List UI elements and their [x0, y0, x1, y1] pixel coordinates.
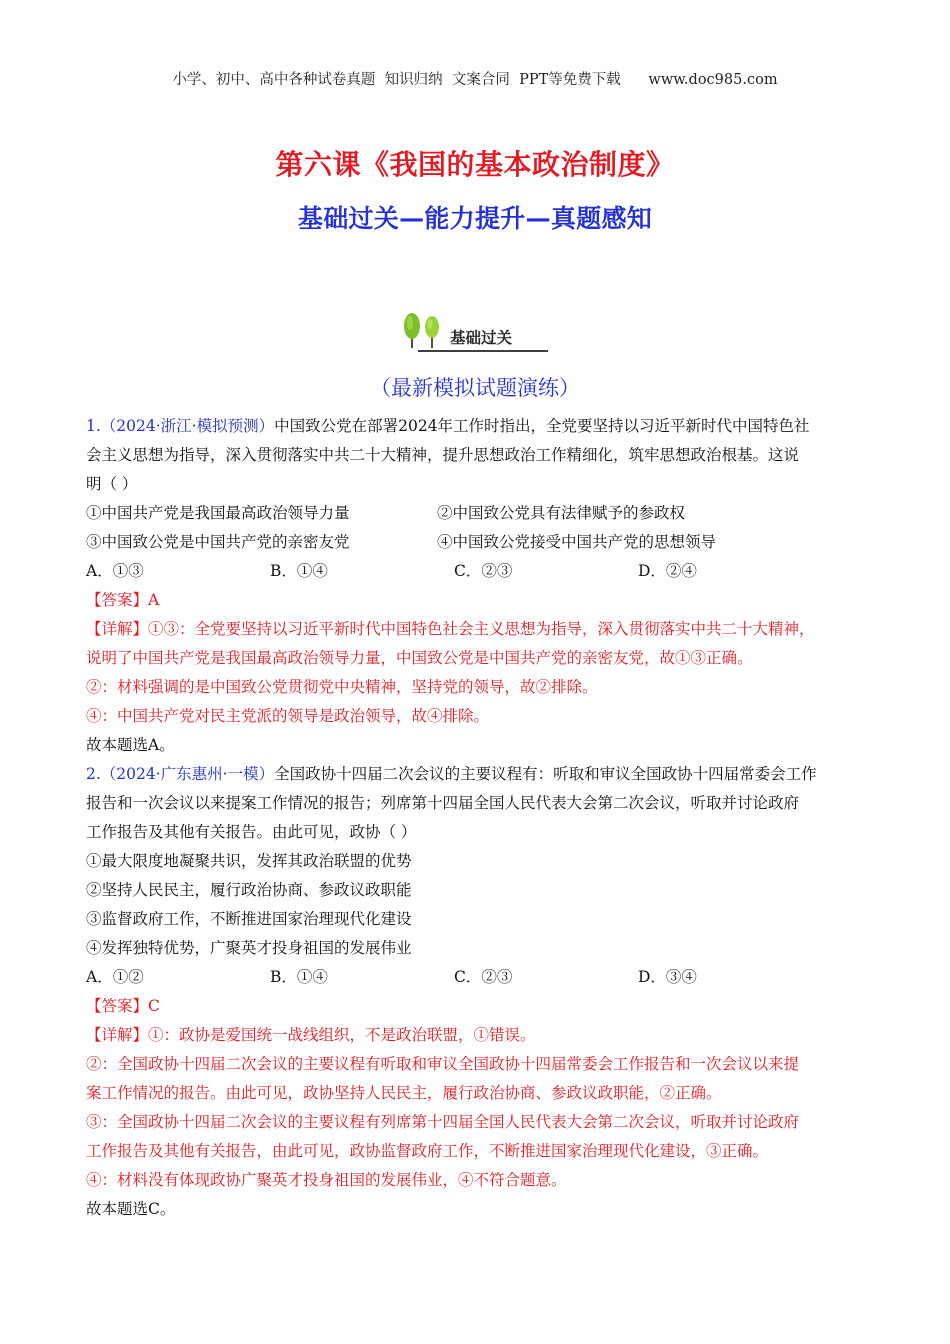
page-title: 第六课《我国的基本政治制度》: [275, 148, 675, 181]
section-badge: [400, 312, 548, 354]
q1-explanation-line: ②：材料强调的是中国致公党贯彻党中央精神，坚持党的领导，故②排除。: [86, 678, 598, 696]
q2-explanation-line: ②：全国政协十四届二次会议的主要议程有听取和审议全国政协十四届常委会工作报告和一次会议以来提: [86, 1055, 800, 1073]
q1-number: 1.: [86, 417, 101, 435]
q1-option-c: C．②③: [454, 562, 513, 580]
q1-conclusion: 故本题选A。: [86, 736, 175, 754]
header-left-text: 小学、初中、高中各种试卷真题 知识归纳 文案合同 PPT等免费下载: [172, 72, 621, 88]
q2-stem-line: 报告和一次会议以来提案工作情况的报告；列席第十四届全国人民代表大会第二次会议，听取并讨论政府: [86, 794, 800, 812]
q2-stem-line: [86, 760, 871, 789]
q1-option-d: D．②④: [638, 562, 697, 580]
q2-conclusion: 故本题选C。: [86, 1200, 176, 1218]
page-header: [0, 68, 950, 89]
q2-option-c: C．②③: [454, 968, 513, 986]
q1-stem-line: 会主义思想为指导，深入贯彻落实中共二十大精神，提升思想政治工作精细化，筑牢思想政治根基。这说: [86, 446, 800, 464]
q1-options: [86, 557, 871, 586]
question-content: [86, 412, 871, 1224]
q2-options: [86, 963, 871, 992]
q1-statement: ③中国致公党是中国共产党的亲密友党: [86, 533, 350, 551]
q2-source: （2024·广东惠州·一模）: [100, 765, 275, 783]
q2-stem-line: 工作报告及其他有关报告。由此可见，政协（ ）: [86, 823, 417, 841]
section-heading: （最新模拟试题演练）: [370, 376, 580, 400]
q1-stem-line: 明（ ）: [86, 475, 138, 493]
q1-option-b: B．①④: [270, 562, 328, 580]
q2-statement: ②坚持人民民主，履行政治协商、参政议政职能: [86, 881, 412, 899]
q1-stem-text: 中国致公党在部署2024年工作时指出，全党要坚持以习近平新时代中国特色社: [274, 417, 810, 435]
q1-statement: ②中国致公党具有法律赋予的参政权: [437, 504, 686, 522]
q2-explanation-line: ③：全国政协十四届二次会议的主要议程有列席第十四届全国人民代表大会第二次会议，听取并讨论政府: [86, 1113, 800, 1131]
q2-statement: ①最大限度地凝聚共识，发挥其政治联盟的优势: [86, 852, 412, 870]
q2-explanation-line: 案工作情况的报告。由此可见，政协坚持人民民主，履行政治协商、参政议政职能，②正确。: [86, 1084, 722, 1102]
q1-stem-line: [86, 412, 871, 441]
badge-label: 基础过关: [450, 329, 513, 347]
q1-explanation-line: 【详解】①③：全党要坚持以习近平新时代中国特色社会主义思想为指导，深入贯彻落实中共二十大精神，: [86, 620, 815, 638]
q2-explanation-line: 工作报告及其他有关报告，由此可见，政协监督政府工作，不断推进国家治理现代化建设，③正确。: [86, 1142, 769, 1160]
q2-number: 2.: [86, 765, 101, 783]
q2-explanation-line: ④：材料没有体现政协广聚英才投身祖国的发展伟业，④不符合题意。: [86, 1171, 567, 1189]
q1-statement-row: [86, 499, 871, 528]
q2-option-b: B．①④: [270, 968, 328, 986]
q1-statement: ④中国致公党接受中国共产党的思想领导: [437, 533, 717, 551]
badge-underline: [418, 350, 548, 352]
q2-option-a: A．①②: [86, 968, 144, 986]
q1-explanation-line: ④：中国共产党对民主党派的领导是政治领导，故④排除。: [86, 707, 490, 725]
q1-statement: ①中国共产党是我国最高政治领导力量: [86, 504, 350, 522]
q1-option-a: A．①③: [86, 562, 144, 580]
q1-statement-row: [86, 528, 871, 557]
tree-icon: [400, 312, 448, 352]
q1-source: （2024·浙江·模拟预测）: [100, 417, 275, 435]
q2-option-d: D．③④: [638, 968, 697, 986]
q2-stem-text: 全国政协十四届二次会议的主要议程有：听取和审议全国政协十四届常委会工作: [274, 765, 817, 783]
q2-statement: ③监督政府工作，不断推进国家治理现代化建设: [86, 910, 412, 928]
q2-explanation-line: 【详解】①：政协是爱国统一战线组织，不是政治联盟，①错误。: [86, 1026, 536, 1044]
q1-answer: 【答案】A: [86, 591, 160, 609]
q2-answer: 【答案】C: [86, 997, 160, 1015]
page-subtitle: 基础过关—能力提升—真题感知: [297, 204, 653, 233]
q2-statement: ④发挥独特优势，广聚英才投身祖国的发展伟业: [86, 939, 412, 957]
header-site: www.doc985.com: [648, 72, 778, 88]
q1-explanation-line: 说明了中国共产党是我国最高政治领导力量，中国致公党是中国共产党的亲密友党，故①③正确。: [86, 649, 753, 667]
